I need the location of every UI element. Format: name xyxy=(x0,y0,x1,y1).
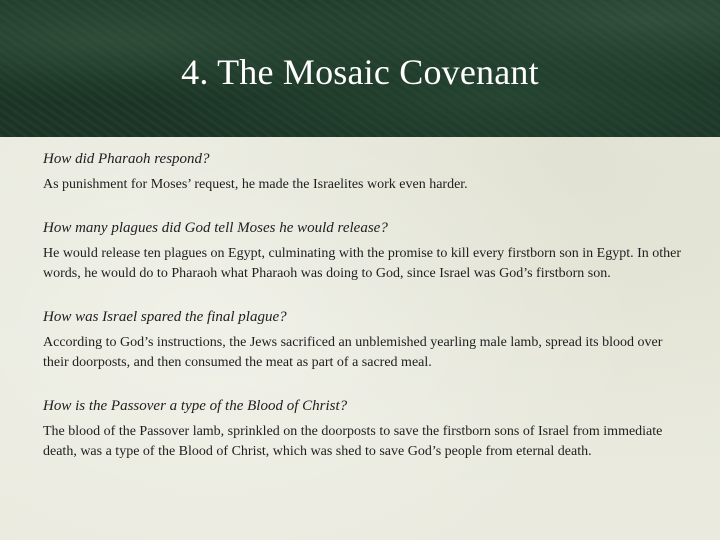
question-text: How many plagues did God tell Moses he would release? xyxy=(43,220,388,236)
question-text: How was Israel spared the final plague? xyxy=(43,309,287,325)
title-banner xyxy=(0,0,720,137)
qa-item xyxy=(43,218,683,284)
answer-text: He would release ten plagues on Egypt, culminating with the promise to kill every firstborn son in Egypt. In other words, he would do to Pharaoh what Pharaoh was doing to God, since Israel was God’s firstborn son. xyxy=(43,246,682,281)
answer-text: The blood of the Passover lamb, sprinkled on the doorposts to save the firstborn sons of Israel from immediate death, was a type of the Blood of Christ, which was shed to save God’s people from eternal death. xyxy=(43,424,663,459)
slide-title: 4. The Mosaic Covenant xyxy=(181,52,539,92)
qa-list xyxy=(43,149,683,462)
answer-text: As punishment for Moses’ request, he made the Israelites work even harder. xyxy=(43,177,468,192)
qa-item xyxy=(43,149,683,195)
qa-item xyxy=(43,307,683,373)
question-text: How did Pharaoh respond? xyxy=(43,151,210,167)
qa-item xyxy=(43,396,683,462)
question-text: How is the Passover a type of the Blood of Christ? xyxy=(43,398,348,414)
answer-text: According to God’s instructions, the Jews sacrificed an unblemished yearling male lamb, spread its blood over their doorposts, and then consumed the meat as part of a sacred meal. xyxy=(43,335,663,370)
